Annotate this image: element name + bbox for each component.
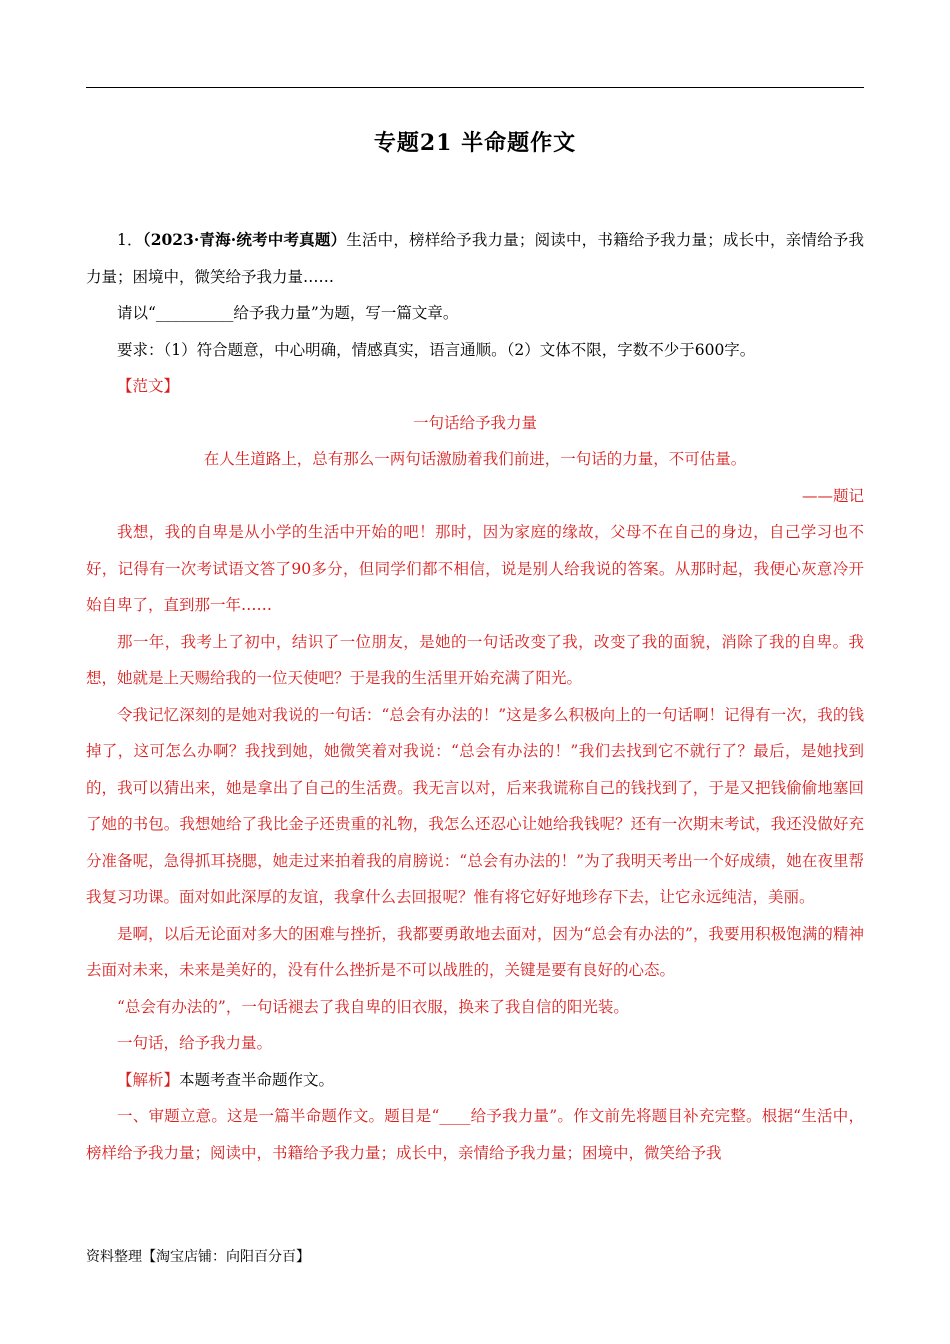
analysis-intro: 本题考查半命题作文。: [179, 1070, 335, 1089]
essay-paragraph: 令我记忆深刻的是她对我说的一句话：“总会有办法的！”这是多么积极向上的一句话啊！记得有一次，我的钱掉了，这可怎么办啊？我找到她，她微笑着对我说：“总会有办法的！”我们去找到它不就行了？最后，是她找到的，我可以猜出来，她是拿出了自己的生活费。我无言以对，后来我谎称自己的钱找到了，于是又把钱偷偷地塞回了她的书包。我想她给了我比金子还贵重的礼物，我怎么还忍心让她给我钱呢？还有一次期末考试，我还没做好充分准备呢，急得抓耳挠腮，她走过来拍着我的肩膀说：“总会有办法的！”为了我明天考出一个好成绩，她在夜里帮我复习功课。面对如此深厚的友谊，我拿什么去回报呢？惟有将它好好地珍存下去，让它永远纯洁，美丽。: [86, 705, 864, 906]
document-body: [86, 222, 864, 1171]
model-essay-label: 【范文】: [117, 377, 180, 395]
question-text: 生活中，榜样给予我力量；阅读中，书籍给予我力量；成长中，亲情给予我力量；困境中，微笑给予我力量……: [86, 231, 864, 286]
essay-paragraph: “总会有办法的”，一句话褪去了我自卑的旧衣服，换来了我自信的阳光装。: [117, 997, 629, 1016]
page-title: 专题21 半命题作文: [373, 130, 577, 156]
analysis-paragraph: 一、审题立意。这是一篇半命题作文。题目是“____给予我力量”。作文前先将题目补充完整。根据“生活中，榜样给予我力量；阅读中，书籍给予我力量；成长中，亲情给予我力量；困境中，微笑给予我: [86, 1107, 864, 1162]
essay-paragraph: 那一年，我考上了初中，结识了一位朋友，是她的一句话改变了我，改变了我的面貌，消除了我的自卑。我想，她就是上天赐给我的一位天使吧？于是我的生活里开始充满了阳光。: [86, 632, 864, 687]
question-stem: [86, 222, 864, 295]
model-essay-epigraph: 在人生道路上，总有那么一两句话激励着我们前进，一句话的力量，不可估量。: [203, 450, 747, 468]
header-rule: [86, 87, 864, 88]
analysis-label: 【解析】: [117, 1070, 180, 1089]
essay-paragraph: 我想，我的自卑是从小学的生活中开始的吧！那时，因为家庭的缘故，父母不在自己的身边，自己学习也不好，记得有一次考试语文答了90多分，但同学们都不相信，说是别人给我说的答案。从那时起，我便心灰意冷开始自卑了，直到那一年……: [86, 523, 864, 614]
model-essay-attribution: ——题记: [801, 486, 864, 505]
question-source: （2023·青海·统考中考真题）: [142, 230, 347, 249]
essay-paragraph: 一句话，给予我力量。: [117, 1034, 273, 1052]
page-footer: 资料整理【淘宝店铺：向阳百分百】: [86, 1249, 310, 1265]
question-requirements: 要求：（1）符合题意，中心明确，情感真实，语言通顺。（2）文体不限，字数不少于600字。: [117, 340, 756, 359]
analysis-header: [86, 1062, 864, 1099]
question-prompt: 请以“__________给予我力量”为题，写一篇文章。: [117, 304, 459, 322]
model-essay-title: 一句话给予我力量: [412, 413, 537, 432]
question-number: 1．: [117, 231, 143, 249]
essay-paragraph: 是啊，以后无论面对多大的困难与挫折，我都要勇敢地去面对，因为“总会有办法的”，我要用积极饱满的精神去面对未来，未来是美好的，没有什么挫折是不可以战胜的，关键是要有良好的心态。: [86, 924, 864, 979]
